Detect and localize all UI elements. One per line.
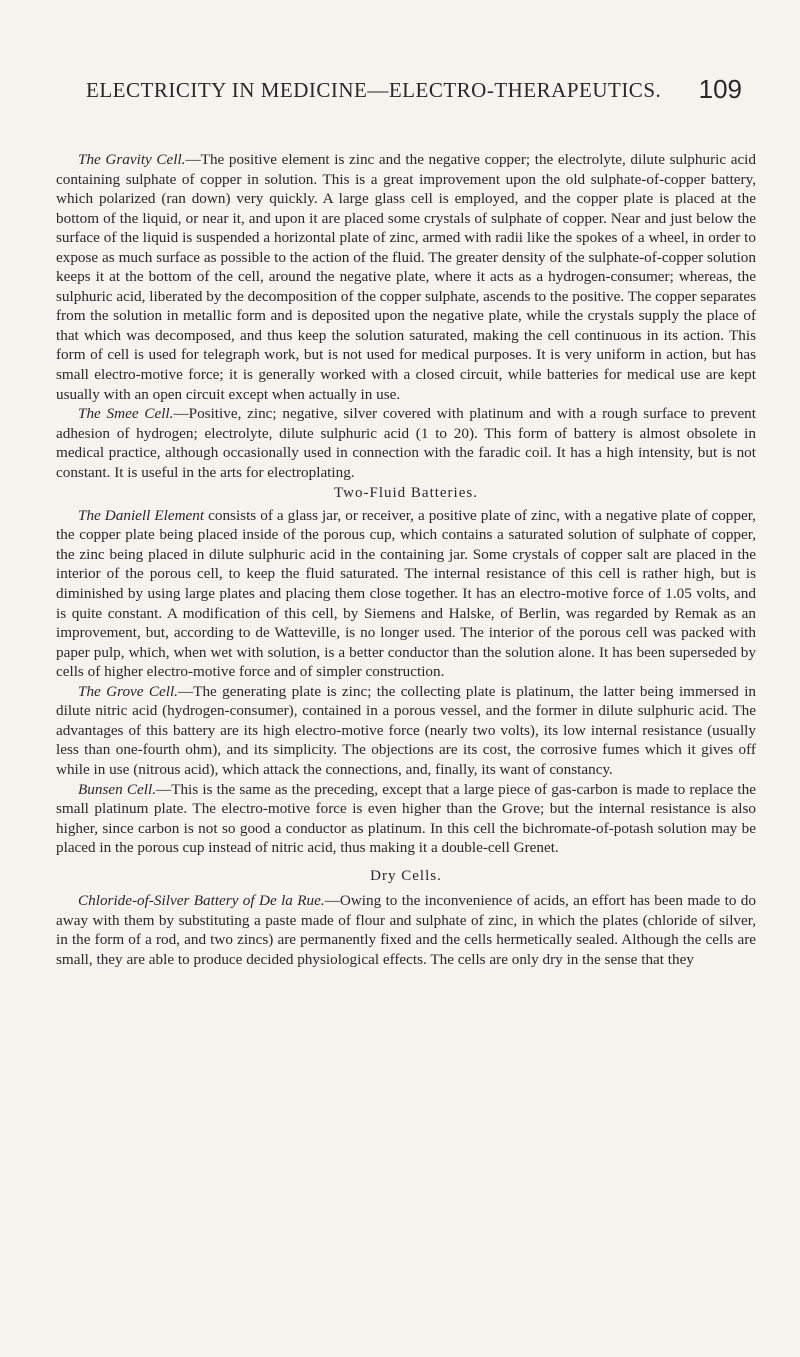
page-number: 109 [698, 74, 742, 104]
section-heading-two-fluid-batteries: Two-Fluid Batteries. [334, 485, 478, 502]
section-heading-dry-cells: Dry Cells. [370, 867, 442, 884]
paragraph-text: —Owing to the inconvenience of acids, an effort has been made to do away with them by substituting a paste made of flour and sulphate of zinc, in which the plates (chloride of silver, in the form of a rod, and two zincs) are permanently fixed and the cells hermetically sealed. Although the cells are small, they are able to produce decided physiological effects. The cells are only dry in the sense that they [56, 892, 756, 968]
paragraph-smee-cell [56, 404, 756, 482]
paragraph-bunsen-cell [56, 780, 756, 858]
paragraph-title: Chloride-of-Silver Battery of De la Rue. [78, 892, 325, 910]
paragraph-gravity-cell [56, 150, 756, 404]
running-head-title: ELECTRICITY IN MEDICINE—ELECTRO-THERAPEUTICS. [86, 78, 662, 102]
paragraph-text: —The positive element is zinc and the negative copper; the electrolyte, dilute sulphuric acid containing sulphate of copper in solution. This is a great improvement upon the old sulphate-of-copper battery, which polarized (ran down) very quickly. A large glass cell is employed, and the copper plate is placed at the bottom of the liquid, or near it, and upon it are placed some crystals of sulphate of copper. Near and just below the surface of the liquid is suspended a horizontal plate of zinc, armed with radii like the spokes of a wheel, in order to expose as much surface as possible to the action of the fluid. The greater density of the sulphate-of-copper solution keeps it at the bottom of the cell, around the negative plate, where it acts as a hydrogen-consumer; whereas, the sulphuric acid, liberated by the decomposition of the copper sulphate, ascends to the positive. The copper separates from the solution in metallic form and is deposited upon the negative plate, while the crystals supply the place of that which was decomposed, and thus keep the solution saturated, making the cell continuous in its action. This form of cell is used for telegraph work, but is not used for medical purposes. It is very uniform in action, but has small electro-motive force; it is generally worked with a closed circuit, while batteries for medical use are kept usually with an open circuit except when actually in use. [56, 151, 756, 403]
book-page [56, 74, 757, 969]
paragraph-title: The Daniell Element [78, 506, 205, 524]
paragraph-grove-cell [56, 682, 756, 780]
paragraph-text: —Positive, zinc; negative, silver covered with platinum and with a rough surface to prevent adhesion of hydrogen; electrolyte, dilute sulphuric acid (1 to 20). This form of battery is almost obsolete in medical practice, although occasionally used in connection with the faradic coil. It has a high intensity, but is not constant. It is useful in the arts for electroplating. [56, 405, 756, 481]
paragraph-title: The Gravity Cell. [78, 151, 186, 168]
body-text [56, 150, 756, 969]
paragraph-title: The Smee Cell. [78, 405, 174, 423]
paragraph-chloride-of-silver-battery [56, 891, 756, 969]
paragraph-title: The Grove Cell. [78, 682, 178, 700]
running-head [56, 74, 756, 118]
paragraph-daniell-element [56, 506, 756, 682]
paragraph-text: consists of a glass jar, or receiver, a positive plate of zinc, with a negative plate of copper, the copper plate being placed inside of the porous cup, which contains a saturated solution of sulphate of copper, the zinc being placed in dilute sulphuric acid in the containing jar. Some crystals of copper salt are placed in the interior of the porous cell, to keep the fluid saturated. The internal resistance of this cell is rather high, but is diminished by using large plates and placing them close together. It has an electro-motive force of 1.05 volts, and is quite constant. A modification of this cell, by Siemens and Halske, of Berlin, was regarded by Remak as an improvement, but, according to de Watteville, is no longer used. The interior of the porous cell was packed with paper pulp, which, when wet with solution, is a better conductor than the solution alone. It has been superseded by cells of higher electro-motive force and of simpler construction. [56, 506, 756, 681]
paragraph-title: Bunsen Cell. [78, 780, 156, 798]
paragraph-text: —This is the same as the preceding, except that a large piece of gas-carbon is made to replace the small platinum plate. The electro-motive force is even higher than the Grove; but the internal resistance is also higher, since carbon is not so good a conductor as platinum. In this cell the bichromate-of-potash solution may be placed in the porous cup instead of nitric acid, thus making it a double-cell Grenet. [56, 780, 756, 857]
paragraph-text: —The generating plate is zinc; the collecting plate is platinum, the latter being immersed in dilute nitric acid (hydrogen-consumer), contained in a porous vessel, and the former in dilute sulphuric acid. The advantages of this battery are its high electro-motive force (nearly two volts), its low internal resistance (usually less than one-fourth ohm), and its simplicity. The objections are its cost, the corrosive fumes which it gives off while in use (nitrous acid), which attack the connections, and, finally, its want of constancy. [56, 682, 757, 778]
